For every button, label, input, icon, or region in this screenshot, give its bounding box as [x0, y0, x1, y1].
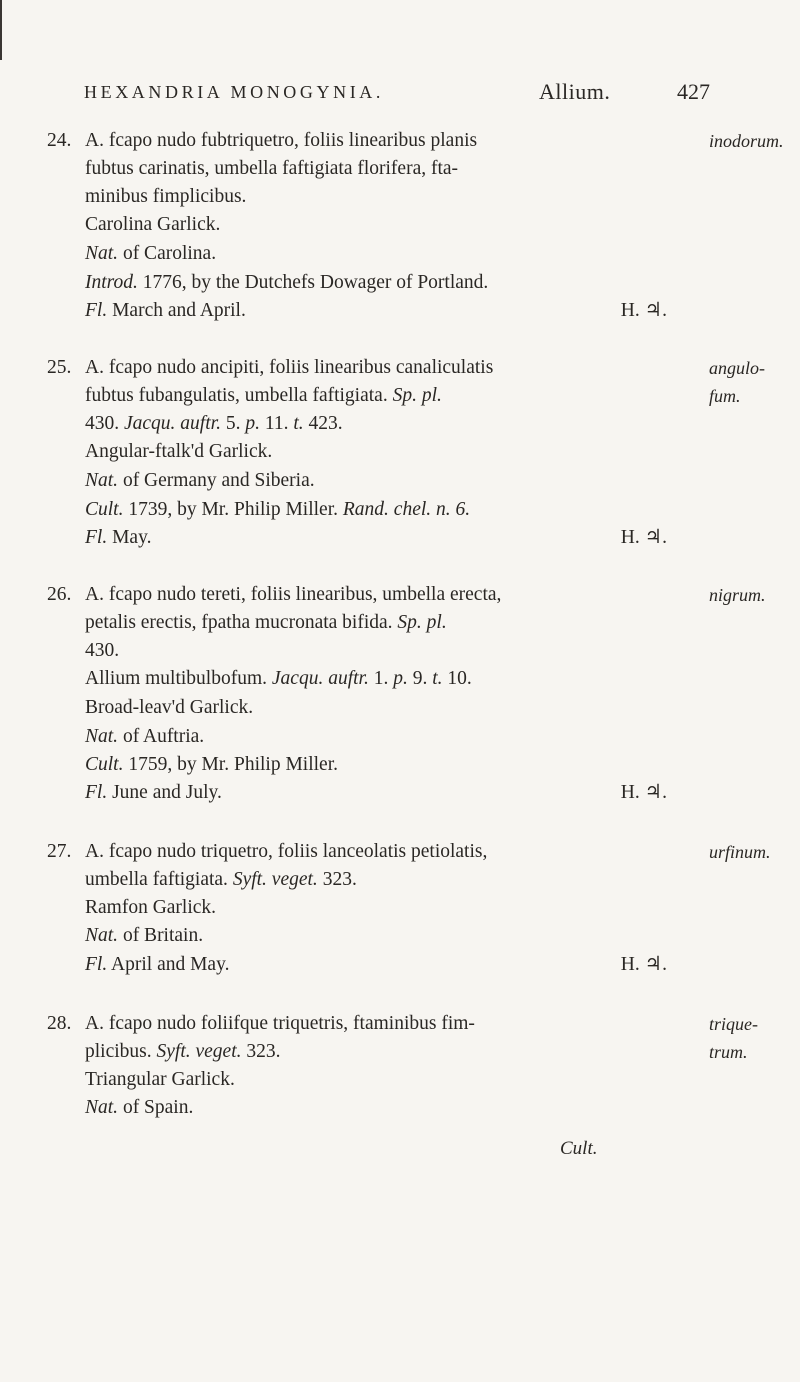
running-head: HEXANDRIA MONOGYNIA. — [84, 82, 384, 102]
page-header — [84, 79, 710, 112]
entry-number: 27. — [47, 841, 72, 862]
entry-number: 25. — [47, 357, 72, 378]
page-number: 427 — [677, 79, 710, 104]
native-line: Nat. of Carolina. — [85, 243, 217, 264]
entry-number: 26. — [47, 584, 72, 605]
cultivated-line: Cult. 1759, by Mr. Philip Miller. — [85, 754, 338, 775]
native-line: Nat. of Britain. — [85, 925, 204, 946]
common-name: Ramfon Garlick. — [85, 897, 217, 918]
page-edge-rule — [0, 0, 2, 60]
common-name: Angular-ftalk'd Garlick. — [85, 441, 273, 462]
reference-line: 430. Jacqu. auftr. 5. p. 11. t. 423. — [85, 413, 343, 434]
diagnosis-line: plicibus. Syft. veget. 323. — [85, 1041, 281, 1062]
entry-number: 24. — [47, 130, 72, 151]
cultivation-reference: Rand. chel. n. 6. — [342, 499, 471, 520]
native-line: Nat. of Spain. — [85, 1097, 194, 1118]
diagnosis-line: petalis erectis, fpatha mucronata bifida. Sp. pl. — [85, 612, 447, 633]
cultivated-line: Cult. 1739, by Mr. Philip Miller. Rand. chel. n. 6. — [85, 499, 471, 520]
reference-line: 430. — [85, 640, 120, 661]
entry-number: 28. — [47, 1013, 72, 1034]
diagnosis-line: A. fcapo nudo tereti, foliis linearibus, umbella erecta, — [85, 584, 502, 605]
diagnosis-line: A. fcapo nudo ancipiti, foliis linearibus canaliculatis — [85, 357, 494, 378]
trivial-name: angulo- — [709, 358, 765, 378]
flowering-line: Fl. May. H. ♃. — [85, 525, 667, 551]
native-line: Nat. of Auftria. — [85, 726, 205, 747]
habit-symbol: H. ♃. — [620, 300, 667, 321]
flowering-line: Fl. April and May. H. ♃. — [85, 952, 667, 978]
trivial-name: fum. — [709, 386, 741, 406]
habit-symbol: H. ♃. — [620, 527, 667, 548]
diagnosis-line: A. fcapo nudo triquetro, foliis lanceolatis petiolatis, — [85, 841, 488, 862]
diagnosis-line: A. fcapo nudo foliifque triquetris, ftaminibus fim- — [85, 1013, 475, 1034]
diagnosis-line: umbella faftigiata. Syft. veget. 323. — [85, 869, 357, 890]
introduced-line: Introd. 1776, by the Dutchefs Dowager of Portland. — [85, 272, 489, 293]
native-line: Nat. of Germany and Siberia. — [85, 470, 315, 491]
catchword: Cult. — [560, 1138, 598, 1159]
diagnosis-line: A. fcapo nudo fubtriquetro, foliis linearibus planis — [85, 130, 478, 151]
common-name: Triangular Garlick. — [85, 1069, 235, 1090]
common-name: Carolina Garlick. — [85, 214, 221, 235]
flowering-line: Fl. March and April. H. ♃. — [85, 298, 667, 324]
diagnosis-line: fubtus fubangulatis, umbella faftigiata. Sp. pl. — [85, 385, 442, 406]
diagnosis-line: fubtus carinatis, umbella faftigiata florifera, fta- — [85, 158, 459, 179]
habit-symbol: H. ♃. — [620, 954, 667, 975]
trivial-name: trum. — [709, 1042, 748, 1062]
diagnosis-line: minibus fimplicibus. — [85, 186, 247, 207]
trivial-name: inodorum. — [709, 131, 784, 151]
habit-symbol: H. ♃. — [620, 782, 667, 803]
trivial-name: trique- — [709, 1014, 758, 1034]
genus-title: Allium. — [539, 79, 611, 104]
flowering-line: Fl. June and July. H. ♃. — [85, 780, 667, 806]
common-name: Broad-leav'd Garlick. — [85, 697, 254, 718]
trivial-name: urfinum. — [709, 842, 771, 862]
trivial-name: nigrum. — [709, 585, 766, 605]
synonym-line: Allium multibulbofum. Jacqu. auftr. 1. p. 9. t. 10. — [85, 668, 472, 689]
